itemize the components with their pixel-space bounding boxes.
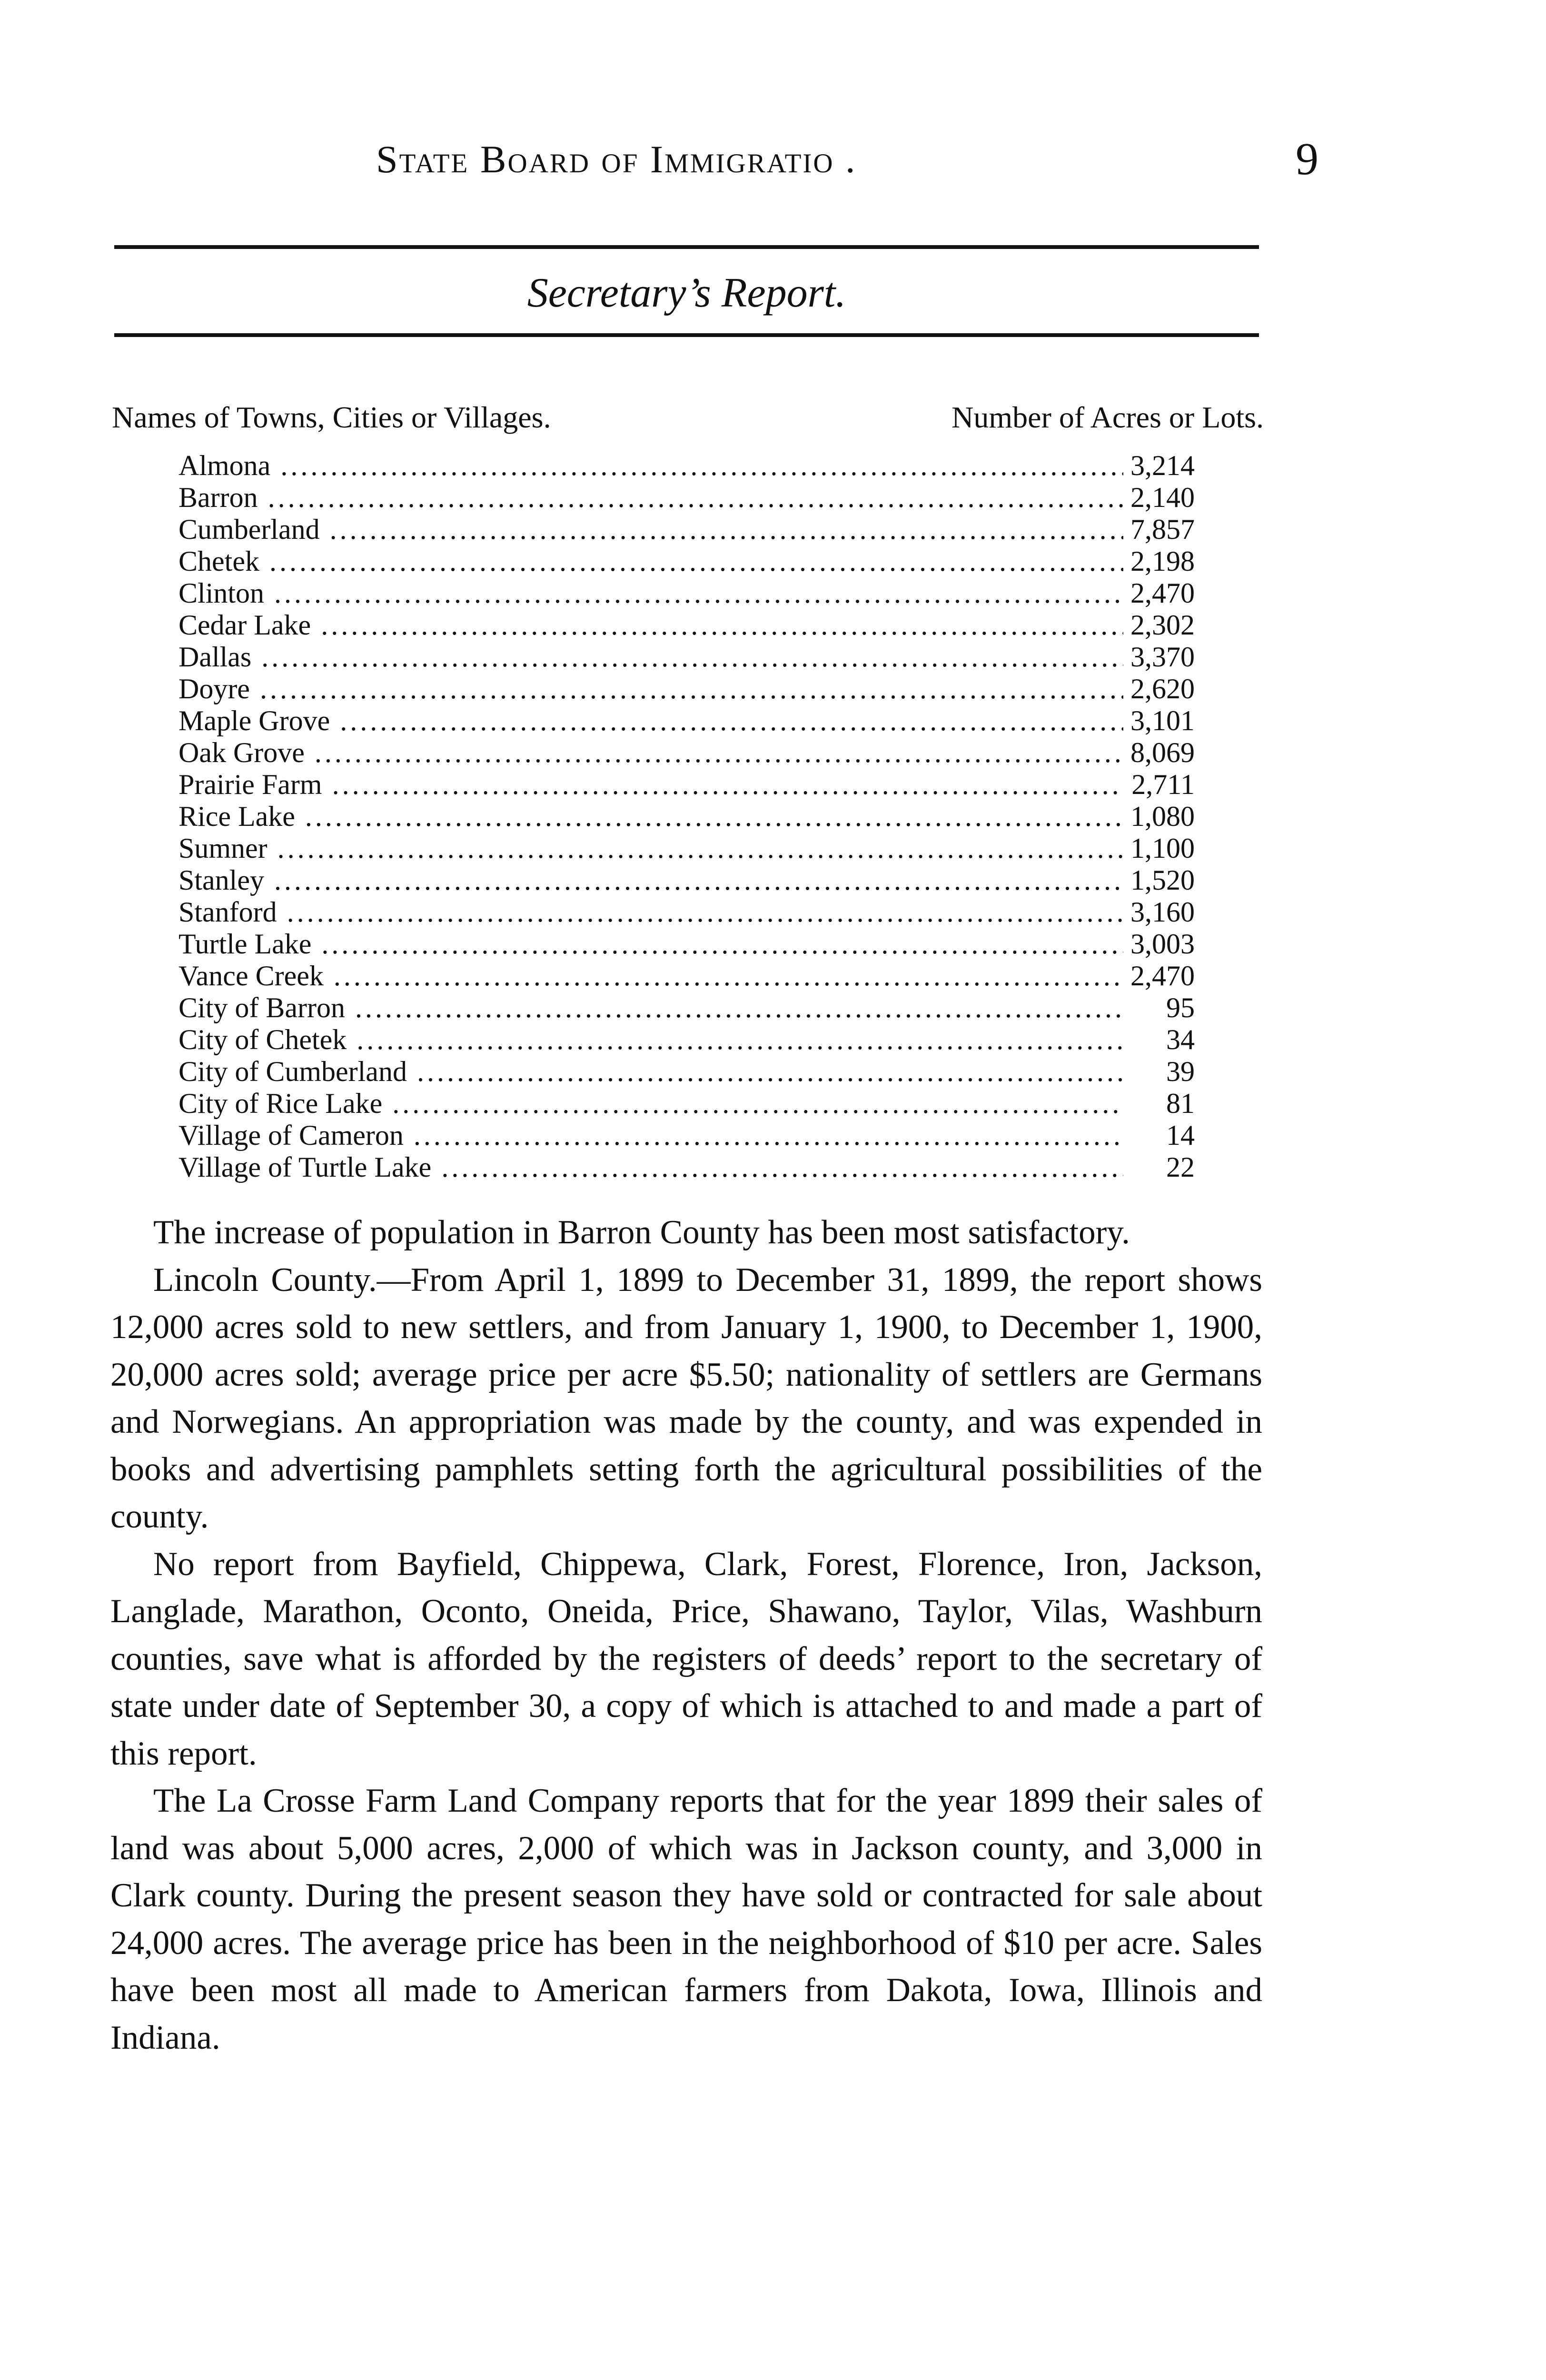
acres-value: 81: [1166, 1088, 1195, 1119]
page-number: 9: [1296, 133, 1318, 184]
table-row: [178, 545, 1195, 577]
table-row: [178, 960, 1195, 992]
place-name: Barron .....: [178, 482, 1123, 514]
paragraph: The increase of population in Barron County has been most satisfactory.: [153, 1214, 1130, 1251]
acres-value: 7,857: [1130, 514, 1195, 545]
place-name: Sumner .....: [178, 833, 1123, 864]
table-row: [178, 1024, 1195, 1056]
section-title: Secretary’s Report.: [527, 270, 846, 316]
acres-value: 2,470: [1130, 960, 1195, 992]
place-name: Cedar Lake .....: [178, 609, 1123, 641]
acres-value: 2,302: [1130, 609, 1195, 641]
paragraph: No report from Bayfield, Chippewa, Clark, Forest, Florence, Iron, Jackson, Langlade, Marathon, Oconto, Oneida, Price, Shawano, Taylor, Vilas, Washburn counties, save what is afforded by the registers of deeds’ report to the secretary of state under date of September 30, a copy of which is attached to and made a part of this report.: [110, 1545, 1262, 1772]
names-column-header: Names of Towns, Cities or Villages.: [112, 400, 551, 434]
place-name: Village of Cameron .....: [178, 1120, 1123, 1151]
acres-value: 3,370: [1130, 641, 1195, 673]
acres-value: 39: [1166, 1056, 1195, 1087]
body-text: [110, 1209, 1262, 2062]
page-header: [109, 128, 1318, 189]
acres-value: 14: [1166, 1120, 1195, 1151]
place-name: City of Barron .....: [178, 992, 1123, 1024]
place-name: City of Cumberland .....: [178, 1056, 1123, 1088]
place-name: City of Rice Lake .....: [178, 1088, 1123, 1120]
table-row: [178, 833, 1195, 864]
place-name: Oak Grove .....: [178, 737, 1123, 769]
acres-value: 1,100: [1130, 833, 1195, 864]
place-name: Stanley .....: [178, 864, 1123, 896]
place-name: City of Chetek .....: [178, 1024, 1123, 1056]
table-row: [178, 1056, 1195, 1088]
table-row: [178, 609, 1195, 641]
table-row: [178, 514, 1195, 545]
acres-value: 1,080: [1130, 801, 1195, 832]
table-row: [178, 864, 1195, 896]
acres-value: 3,214: [1130, 450, 1195, 481]
acres-value: 2,620: [1130, 673, 1195, 704]
place-name: Chetek .....: [178, 545, 1123, 577]
acres-value: 2,470: [1130, 577, 1195, 609]
table-row: [178, 737, 1195, 769]
place-name: Cumberland .....: [178, 514, 1123, 545]
acres-value: 34: [1166, 1024, 1195, 1055]
table-row: [178, 1151, 1195, 1183]
acres-value: 2,711: [1131, 769, 1195, 800]
acres-value: 3,160: [1130, 896, 1195, 928]
paragraph: Lincoln County.—From April 1, 1899 to December 31, 1899, the report shows 12,000 acres sold to new settlers, and from January 1, 1900, to December 1, 1900, 20,000 acres sold; average price per acre $5.50; nationality of settlers are Germans and Norwegians. An appropriation was made by the county, and was expended in books and advertising pamphlets setting forth the agricultural possibilities of the county.: [110, 1261, 1262, 1535]
acres-value: 3,003: [1130, 928, 1195, 960]
running-head: State Board of Immigratio .: [376, 138, 857, 181]
place-name: Dallas .....: [178, 641, 1123, 673]
table-row: [178, 673, 1195, 705]
place-name: Vance Creek .....: [178, 960, 1123, 992]
place-name: Almona .....: [178, 450, 1123, 482]
table-row: [178, 577, 1195, 609]
table-row: [178, 1088, 1195, 1120]
place-name: Doyre .....: [178, 673, 1123, 705]
bottom-rule: [114, 333, 1259, 337]
acreage-list: [178, 450, 1195, 1183]
table-header: [112, 400, 1264, 438]
table-row: [178, 705, 1195, 737]
place-name: Rice Lake .....: [178, 801, 1123, 833]
table-row: [178, 928, 1195, 960]
acres-column-header: Number of Acres or Lots.: [951, 400, 1264, 434]
table-row: [178, 992, 1195, 1024]
table-row: [178, 482, 1195, 514]
table-row: [178, 1120, 1195, 1151]
acres-value: 95: [1166, 992, 1195, 1023]
place-name: Village of Turtle Lake .....: [178, 1151, 1123, 1183]
place-name: Maple Grove .....: [178, 705, 1123, 737]
table-row: [178, 801, 1195, 833]
top-rule: [114, 245, 1259, 249]
place-name: Clinton .....: [178, 577, 1123, 609]
table-row: [178, 769, 1195, 801]
table-row: [178, 896, 1195, 928]
acres-value: 3,101: [1130, 705, 1195, 736]
table-row: [178, 450, 1195, 482]
place-name: Turtle Lake .....: [178, 928, 1123, 960]
acres-value: 8,069: [1130, 737, 1195, 768]
place-name: Stanford .....: [178, 896, 1123, 928]
acres-value: 2,198: [1130, 545, 1195, 577]
table-row: [178, 641, 1195, 673]
acres-value: 1,520: [1130, 864, 1195, 896]
acres-value: 2,140: [1130, 482, 1195, 513]
paragraph: The La Crosse Farm Land Company reports that for the year 1899 their sales of land was about 5,000 acres, 2,000 of which was in Jackson county, and 3,000 in Clark county. During the present season they have sold or contracted for sale about 24,000 acres. The average price has been in the neighborhood of $10 per acre. Sales have been most all made to American farmers from Dakota, Iowa, Illinois and Indiana.: [110, 1782, 1262, 2056]
place-name: Prairie Farm .....: [178, 769, 1123, 801]
acres-value: 22: [1166, 1151, 1195, 1183]
